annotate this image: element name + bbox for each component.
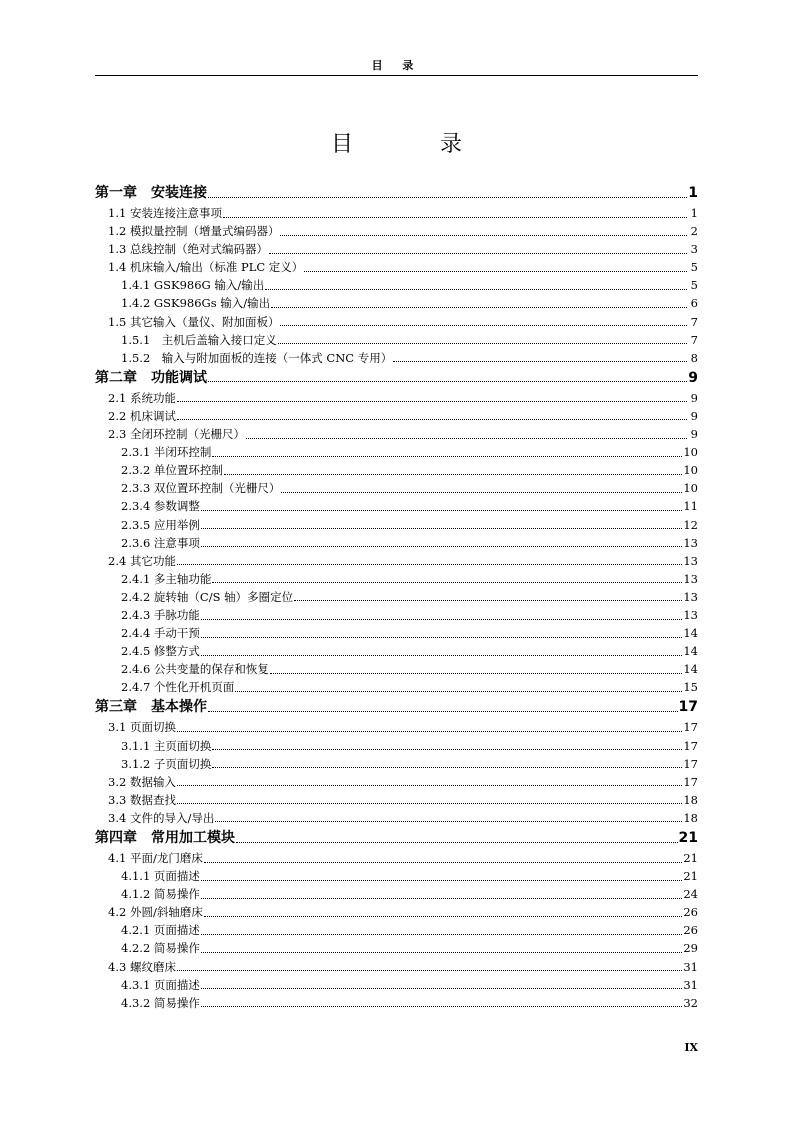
toc-entry-label: 4.3 螺纹磨床 <box>108 959 176 974</box>
toc-entry[interactable] <box>95 994 698 1012</box>
toc-entry[interactable] <box>95 718 698 736</box>
toc-entry-page: 13 <box>683 553 698 568</box>
toc-entry-page: 32 <box>683 995 698 1010</box>
toc-entry-label: 2.4.2 旋转轴（C/S 轴）多圈定位 <box>121 589 294 604</box>
toc-entry[interactable] <box>95 258 698 276</box>
toc-dot-leader <box>177 401 687 402</box>
toc-dot-leader <box>177 419 687 420</box>
toc-entry-page: 9 <box>690 408 698 423</box>
toc-entry-page: 17 <box>683 774 698 789</box>
toc-entry-page: 15 <box>683 680 698 695</box>
toc-entry-label: 1.2 模拟量控制（增量式编码器） <box>108 224 280 239</box>
toc-entry[interactable] <box>95 294 698 312</box>
toc-entry-label: 2.4 其它功能 <box>108 553 176 568</box>
toc-entry-label: 4.1 平面/龙门磨床 <box>108 851 203 865</box>
toc-entry-page: 29 <box>683 941 698 956</box>
toc-dot-leader <box>201 898 682 899</box>
toc-entry[interactable] <box>95 809 698 827</box>
toc-entry-page: 8 <box>690 350 698 365</box>
toc-dot-leader <box>201 880 682 881</box>
toc-entry-page: 7 <box>690 332 698 347</box>
toc-entry-label: 1.5.2 输入与附加面板的连接（一体式 CNC 专用） <box>121 350 393 365</box>
page-title: 目 录 <box>331 132 502 157</box>
toc-entry[interactable] <box>95 885 698 903</box>
toc-entry-page: 10 <box>683 463 698 478</box>
header-rule <box>95 75 698 76</box>
toc-entry[interactable] <box>95 313 698 331</box>
toc-entry-label: 1.4.1 GSK986G 输入/输出 <box>121 278 265 293</box>
toc-entry-page: 17 <box>683 720 698 735</box>
toc-entry-page: 12 <box>683 517 698 532</box>
toc-entry-label: 3.2 数据输入 <box>108 774 176 789</box>
toc-dot-leader <box>304 271 687 272</box>
toc-entry[interactable] <box>95 461 698 479</box>
toc-entry-page: 13 <box>683 571 698 586</box>
toc-entry-page: 21 <box>683 851 698 865</box>
table-of-contents <box>95 182 698 1012</box>
toc-entry-label: 1.1 安装连接注意事项 <box>108 206 222 220</box>
toc-entry-page: 5 <box>690 278 698 293</box>
toc-entry-page: 1 <box>688 185 698 201</box>
toc-entry-page: 31 <box>683 959 698 974</box>
toc-dot-leader <box>204 862 683 863</box>
toc-entry-label: 3.1.2 子页面切换 <box>121 756 212 771</box>
toc-dot-leader <box>278 343 687 344</box>
toc-entry-label: 2.4.1 多主轴功能 <box>121 571 212 586</box>
toc-dot-leader <box>201 934 682 935</box>
toc-dot-leader <box>236 842 678 843</box>
toc-dot-leader <box>201 546 682 547</box>
toc-entry[interactable] <box>95 516 698 534</box>
toc-entry-page: 9 <box>690 427 698 442</box>
toc-entry-page: 5 <box>690 260 698 275</box>
toc-dot-leader <box>208 711 678 712</box>
toc-dot-leader <box>201 655 682 656</box>
toc-entry-label: 2.4.3 手脉功能 <box>121 607 200 622</box>
running-header: 目 录 <box>371 59 422 72</box>
toc-entry[interactable] <box>95 939 698 957</box>
toc-dot-leader <box>281 492 682 493</box>
toc-entry-page: 13 <box>683 607 698 622</box>
toc-entry[interactable] <box>95 755 698 773</box>
toc-chapter-entry[interactable] <box>95 367 698 389</box>
toc-dot-leader <box>201 952 682 953</box>
toc-entry-page: 18 <box>683 810 698 825</box>
toc-entry[interactable] <box>95 678 698 696</box>
toc-entry-label: 4.3.2 简易操作 <box>121 995 200 1010</box>
toc-entry-label: 2.3.5 应用举例 <box>121 517 200 532</box>
toc-entry-label: 2.3.2 单位置环控制 <box>121 463 223 478</box>
toc-entry[interactable] <box>95 497 698 515</box>
toc-dot-leader <box>212 767 682 768</box>
toc-entry-label: 第四章 常用加工模块 <box>95 830 235 846</box>
toc-entry-page: 10 <box>683 481 698 496</box>
toc-entry[interactable] <box>95 407 698 425</box>
toc-entry[interactable] <box>95 276 698 294</box>
toc-entry-label: 2.3.4 参数调整 <box>121 499 200 514</box>
toc-chapter-entry[interactable] <box>95 182 698 204</box>
toc-entry-label: 2.1 系统功能 <box>108 390 176 405</box>
toc-dot-leader <box>235 691 682 692</box>
toc-dot-leader <box>208 381 687 382</box>
toc-entry-label: 4.1.1 页面描述 <box>121 869 200 884</box>
toc-entry-page: 17 <box>683 738 698 753</box>
toc-entry-page: 11 <box>683 499 698 514</box>
toc-dot-leader <box>280 325 687 326</box>
toc-entry[interactable] <box>95 867 698 885</box>
toc-entry[interactable] <box>95 773 698 791</box>
toc-dot-leader <box>246 438 687 439</box>
toc-entry-page: 7 <box>690 314 698 329</box>
toc-entry-page: 9 <box>690 390 698 405</box>
toc-entry-label: 第一章 安装连接 <box>95 185 207 201</box>
toc-entry-label: 4.2.1 页面描述 <box>121 923 200 938</box>
toc-entry-label: 4.3.1 页面描述 <box>121 977 200 992</box>
toc-entry-page: 3 <box>690 242 698 257</box>
toc-dot-leader <box>224 474 682 475</box>
toc-dot-leader <box>280 235 687 236</box>
toc-dot-leader <box>204 916 683 917</box>
toc-entry-label: 1.5.1 主机后盖输入接口定义 <box>121 332 277 347</box>
toc-entry-page: 14 <box>683 626 698 641</box>
toc-entry-label: 3.4 文件的导入/导出 <box>108 810 215 825</box>
toc-dot-leader <box>201 619 682 620</box>
toc-entry[interactable] <box>95 606 698 624</box>
toc-entry[interactable] <box>95 552 698 570</box>
toc-entry-page: 14 <box>683 644 698 659</box>
toc-dot-leader <box>212 582 682 583</box>
toc-dot-leader <box>201 528 682 529</box>
toc-chapter-entry[interactable] <box>95 696 698 718</box>
toc-entry-page: 18 <box>683 792 698 807</box>
toc-entry[interactable] <box>95 443 698 461</box>
toc-entry[interactable] <box>95 660 698 678</box>
toc-dot-leader <box>177 785 682 786</box>
toc-dot-leader <box>215 821 682 822</box>
toc-dot-leader <box>201 988 682 989</box>
toc-entry[interactable] <box>95 976 698 994</box>
toc-entry[interactable] <box>95 204 698 222</box>
toc-entry[interactable] <box>95 588 698 606</box>
toc-entry-label: 1.3 总线控制（绝对式编码器） <box>108 242 268 257</box>
toc-dot-leader <box>177 803 682 804</box>
toc-entry[interactable] <box>95 389 698 407</box>
toc-entry-label: 2.3.3 双位置环控制（光栅尺） <box>121 481 281 496</box>
toc-chapter-entry[interactable] <box>95 827 698 849</box>
toc-entry-page: 17 <box>678 699 698 716</box>
toc-entry[interactable] <box>95 425 698 443</box>
toc-entry-label: 4.2.2 简易操作 <box>121 941 200 956</box>
toc-entry-page: 26 <box>683 905 698 920</box>
toc-entry-label: 2.4.6 公共变量的保存和恢复 <box>121 662 269 677</box>
toc-entry-page: 21 <box>683 869 698 884</box>
toc-entry-label: 1.4 机床输入/输出（标准 PLC 定义） <box>108 260 304 275</box>
toc-entry[interactable] <box>95 642 698 660</box>
toc-entry[interactable] <box>95 570 698 588</box>
toc-entry-label: 2.4.4 手动干预 <box>121 626 200 641</box>
toc-entry-page: 9 <box>688 369 698 386</box>
toc-dot-leader <box>294 600 682 601</box>
toc-entry-page: 31 <box>683 977 698 992</box>
toc-entry-page: 17 <box>683 756 698 771</box>
toc-entry-page: 13 <box>683 589 698 604</box>
toc-entry[interactable] <box>95 222 698 240</box>
toc-entry[interactable] <box>95 479 698 497</box>
toc-dot-leader <box>271 307 687 308</box>
page-number: IX <box>684 1041 698 1054</box>
toc-entry-page: 24 <box>683 887 698 902</box>
toc-entry[interactable] <box>95 849 698 867</box>
toc-entry-label: 2.3.1 半闭环控制 <box>121 445 212 460</box>
toc-entry-label: 2.4.7 个性化开机页面 <box>121 680 235 695</box>
toc-entry-label: 2.4.5 修整方式 <box>121 644 200 659</box>
toc-entry-label: 4.2 外圆/斜轴磨床 <box>108 905 203 920</box>
toc-dot-leader <box>177 731 682 732</box>
toc-dot-leader <box>208 197 687 198</box>
toc-entry[interactable] <box>95 240 698 258</box>
toc-entry-page: 10 <box>683 445 698 460</box>
toc-entry-label: 2.2 机床调试 <box>108 408 176 423</box>
toc-entry-label: 第三章 基本操作 <box>95 699 207 716</box>
toc-entry-label: 2.3 全闭环控制（光栅尺） <box>108 427 245 442</box>
toc-entry-page: 1 <box>690 206 698 220</box>
toc-entry[interactable] <box>95 958 698 976</box>
toc-dot-leader <box>201 510 682 511</box>
toc-entry-page: 26 <box>683 923 698 938</box>
toc-entry[interactable] <box>95 737 698 755</box>
toc-entry-label: 4.1.2 简易操作 <box>121 887 200 902</box>
toc-entry-page: 13 <box>683 535 698 550</box>
toc-entry-label: 第二章 功能调试 <box>95 369 207 386</box>
toc-dot-leader <box>269 253 687 254</box>
toc-dot-leader <box>265 289 687 290</box>
toc-entry[interactable] <box>95 534 698 552</box>
toc-dot-leader <box>393 361 687 362</box>
toc-entry-label: 3.3 数据查找 <box>108 792 176 807</box>
toc-entry-label: 3.1 页面切换 <box>108 720 176 735</box>
toc-entry-label: 3.1.1 主页面切换 <box>121 738 212 753</box>
toc-entry-page: 2 <box>690 224 698 239</box>
toc-dot-leader <box>201 1006 682 1007</box>
toc-dot-leader <box>212 456 682 457</box>
toc-entry-page: 21 <box>678 830 698 846</box>
toc-entry-page: 6 <box>690 296 698 311</box>
toc-entry-label: 2.3.6 注意事项 <box>121 535 200 550</box>
toc-entry-page: 14 <box>683 662 698 677</box>
toc-dot-leader <box>223 217 687 218</box>
toc-dot-leader <box>270 673 682 674</box>
toc-entry-label: 1.5 其它输入（量仪、附加面板） <box>108 314 280 329</box>
toc-entry[interactable] <box>95 921 698 939</box>
toc-entry-label: 1.4.2 GSK986Gs 输入/输出 <box>121 296 271 311</box>
toc-dot-leader <box>212 749 682 750</box>
toc-entry[interactable] <box>95 624 698 642</box>
toc-dot-leader <box>177 970 682 971</box>
toc-entry[interactable] <box>95 349 698 367</box>
toc-entry[interactable] <box>95 331 698 349</box>
toc-entry[interactable] <box>95 791 698 809</box>
toc-entry[interactable] <box>95 903 698 921</box>
toc-dot-leader <box>201 637 682 638</box>
toc-dot-leader <box>177 564 682 565</box>
